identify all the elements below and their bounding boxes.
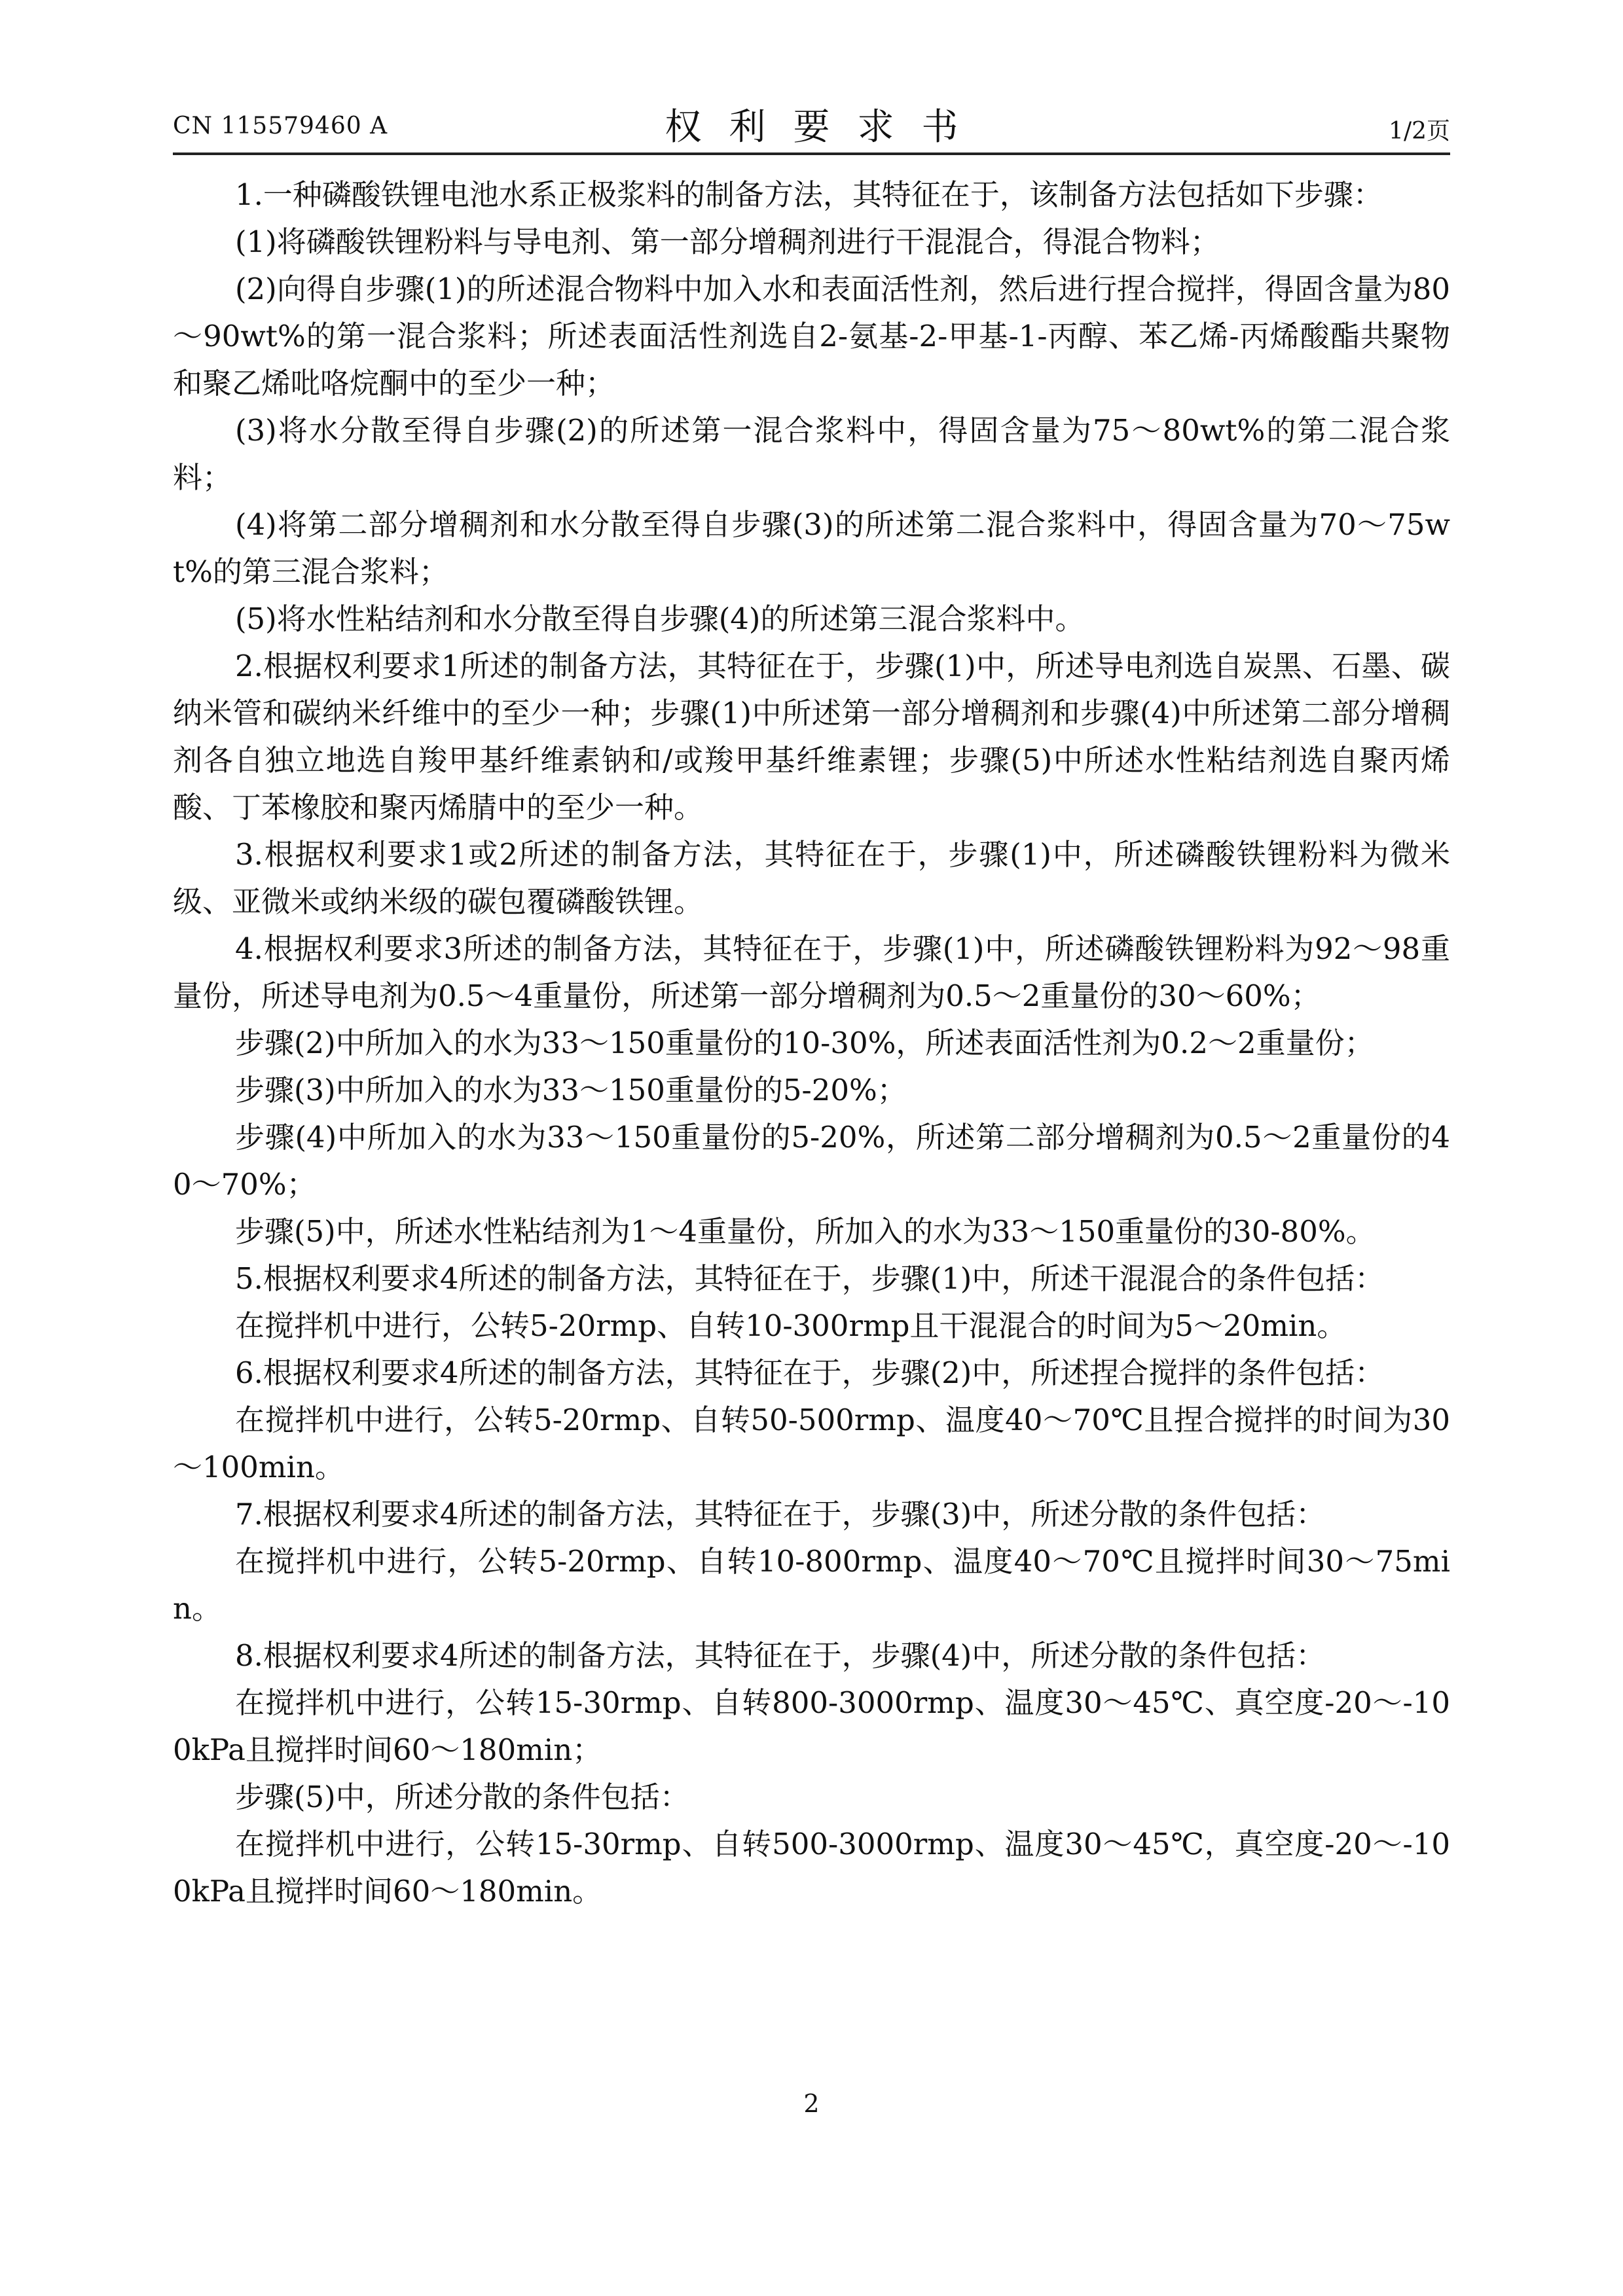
- claim-paragraph: 步骤(2)中所加入的水为33～150重量份的10-30%，所述表面活性剂为0.2～2重量份；: [235, 1026, 1374, 1060]
- claim-paragraph: 5.根据权利要求4所述的制备方法，其特征在于，步骤(1)中，所述干混混合的条件包括：: [235, 1261, 1385, 1296]
- document-title: 权利要求书: [665, 106, 986, 149]
- claim-paragraph: 2.根据权利要求1所述的制备方法，其特征在于，步骤(1)中，所述导电剂选自炭黑、石墨、碳纳米管和碳纳米纤维中的至少一种；步骤(1)中所述第一部分增稠剂和步骤(4)中所述第二部分增稠剂各自独立地选自羧甲基纤维素钠和/或羧甲基纤维素锂；步骤(5)中所述水性粘结剂选自聚丙烯酸、丁苯橡胶和聚丙烯腈中的至少一种。: [173, 649, 1450, 825]
- page-count: 1/2页: [1389, 118, 1450, 145]
- claim-paragraph: 4.根据权利要求3所述的制备方法，其特征在于，步骤(1)中，所述磷酸铁锂粉料为92～98重量份，所述导电剂为0.5～4重量份，所述第一部分增稠剂为0.5～2重量份的30～60%；: [173, 931, 1450, 1013]
- claim-paragraph: (5)将水性粘结剂和水分散至得自步骤(4)的所述第三混合浆料中。: [235, 601, 1085, 636]
- claim-paragraph: 步骤(5)中，所述水性粘结剂为1～4重量份，所加入的水为33～150重量份的30-80%。: [235, 1214, 1376, 1249]
- claim-paragraph: 在搅拌机中进行，公转5-20rmp、自转10-800rmp、温度40～70℃且搅拌时间30～75min。: [173, 1544, 1450, 1626]
- claim-paragraph: (1)将磷酸铁锂粉料与导电剂、第一部分增稠剂进行干混混合，得混合物料；: [235, 224, 1220, 259]
- claim-paragraph: 在搅拌机中进行，公转5-20rmp、自转10-300rmp且干混混合的时间为5～20min。: [235, 1308, 1347, 1343]
- claim-paragraph: 8.根据权利要求4所述的制备方法，其特征在于，步骤(4)中，所述分散的条件包括：: [235, 1638, 1326, 1673]
- claim-paragraph: (2)向得自步骤(1)的所述混合物料中加入水和表面活性剂，然后进行捏合搅拌，得固含量为80～90wt%的第一混合浆料；所述表面活性剂选自2-氨基-2-甲基-1-丙醇、苯乙烯-丙烯酸酯共聚物和聚乙烯吡咯烷酮中的至少一种；: [173, 272, 1450, 401]
- page-header: [173, 98, 1450, 151]
- claims-body: [173, 171, 1450, 1915]
- claim-paragraph: 在搅拌机中进行，公转5-20rmp、自转50-500rmp、温度40～70℃且捏合搅拌的时间为30～100min。: [173, 1403, 1450, 1484]
- claim-paragraph: 7.根据权利要求4所述的制备方法，其特征在于，步骤(3)中，所述分散的条件包括：: [235, 1497, 1326, 1532]
- page-number: 2: [803, 2089, 820, 2118]
- claim-paragraph: 6.根据权利要求4所述的制备方法，其特征在于，步骤(2)中，所述捏合搅拌的条件包括：: [235, 1355, 1385, 1390]
- header-rule: [173, 152, 1450, 155]
- claim-paragraph: (4)将第二部分增稠剂和水分散至得自步骤(3)的所述第二混合浆料中，得固含量为70～75wt%的第三混合浆料；: [173, 507, 1450, 589]
- claim-paragraph: 在搅拌机中进行，公转15-30rmp、自转500-3000rmp、温度30～45℃，真空度-20～-100kPa且搅拌时间60～180min。: [173, 1827, 1450, 1909]
- claim-paragraph: 步骤(4)中所加入的水为33～150重量份的5-20%，所述第二部分增稠剂为0.5～2重量份的40～70%；: [173, 1120, 1450, 1202]
- claim-paragraph: (3)将水分散至得自步骤(2)的所述第一混合浆料中，得固含量为75～80wt%的第二混合浆料；: [173, 413, 1450, 495]
- publication-number: CN 115579460 A: [173, 113, 388, 139]
- claim-paragraph: 3.根据权利要求1或2所述的制备方法，其特征在于，步骤(1)中，所述磷酸铁锂粉料为微米级、亚微米或纳米级的碳包覆磷酸铁锂。: [173, 837, 1450, 919]
- claim-paragraph: 1.一种磷酸铁锂电池水系正极浆料的制备方法，其特征在于，该制备方法包括如下步骤：: [235, 177, 1383, 212]
- claim-paragraph: 步骤(3)中所加入的水为33～150重量份的5-20%；: [235, 1073, 907, 1107]
- claim-paragraph: 步骤(5)中，所述分散的条件包括：: [235, 1780, 689, 1814]
- claim-paragraph: 在搅拌机中进行，公转15-30rmp、自转800-3000rmp、温度30～45℃、真空度-20～-100kPa且搅拌时间60～180min；: [173, 1685, 1450, 1767]
